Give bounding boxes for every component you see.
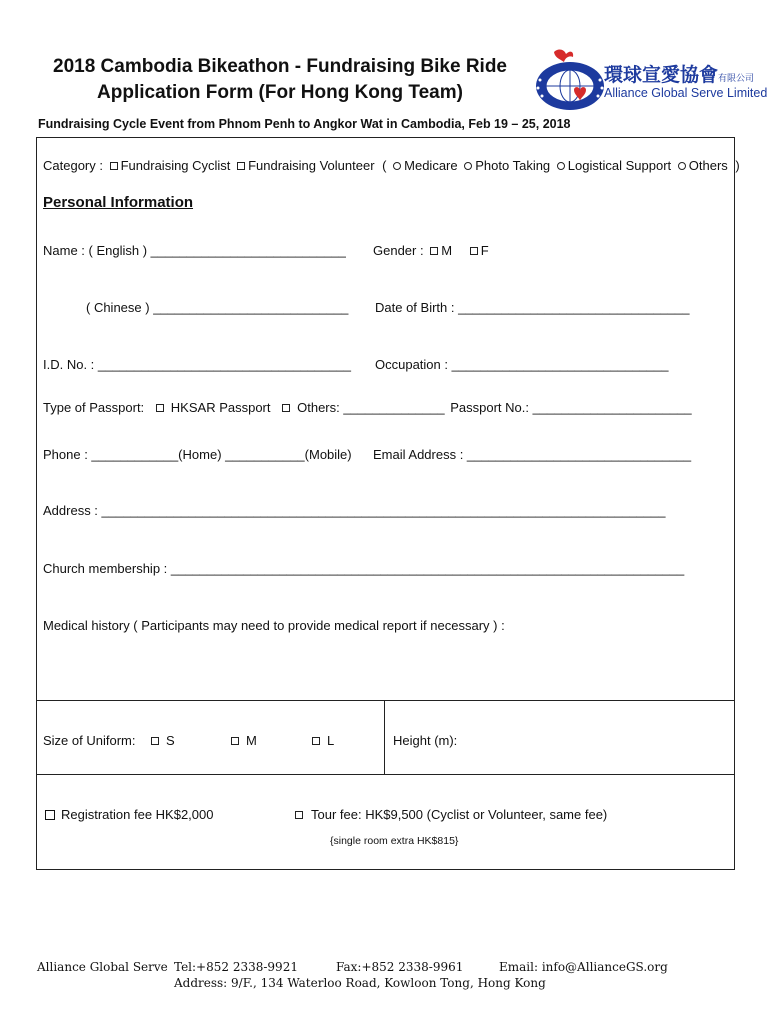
footer-address: Address: 9/F., 134 Waterloo Road, Kowloon Tong, Hong Kong	[174, 976, 546, 990]
checkbox-tour-fee[interactable]	[295, 811, 303, 819]
uniform-size-s	[148, 733, 175, 748]
organization-logo	[528, 46, 768, 114]
medical-history-area[interactable]	[43, 640, 723, 695]
registration-fee-row	[45, 807, 213, 822]
divider-fees-top	[36, 774, 735, 775]
footer-tel: Tel:+852 2338-9921	[174, 960, 298, 974]
option-logistics-label: Logistical Support	[567, 158, 672, 173]
option-medicare-label: Medicare	[404, 158, 458, 173]
radio-logistical-support[interactable]	[557, 162, 565, 170]
checkbox-gender-f[interactable]	[470, 247, 478, 255]
uniform-size-label: Size of Uniform:	[43, 733, 136, 748]
paren-open: (	[382, 158, 387, 173]
name-chinese-field[interactable]: ( Chinese ) ___________________________	[86, 300, 349, 315]
phone-field[interactable]: Phone : ____________(Home) ___________(Mobile)	[43, 447, 352, 462]
checkbox-volunteer[interactable]	[237, 162, 245, 170]
option-others-label: Others	[688, 158, 728, 173]
logo-english-name: Alliance Global Serve Limited	[604, 86, 768, 100]
passport-hksar-label: HKSAR Passport	[170, 400, 271, 415]
footer-fax: Fax:+852 2338-9961	[336, 960, 464, 974]
passport-row	[43, 400, 692, 415]
email-field[interactable]: Email Address : _______________________________	[373, 447, 692, 462]
size-s-label: S	[166, 733, 175, 748]
radio-others[interactable]	[678, 162, 686, 170]
checkbox-other-passport[interactable]	[282, 404, 290, 412]
option-photo-label: Photo Taking	[475, 158, 551, 173]
radio-photo-taking[interactable]	[464, 162, 472, 170]
tour-fee-row	[292, 807, 607, 822]
passport-number-field[interactable]: Passport No.: ______________________	[450, 400, 692, 415]
occupation-field[interactable]: Occupation : ______________________________	[375, 357, 669, 372]
category-label: Category :	[43, 158, 103, 173]
gender-f-label: F	[480, 243, 489, 258]
checkbox-size-l[interactable]	[312, 737, 320, 745]
gender-m-label: M	[441, 243, 453, 258]
church-membership-field[interactable]: Church membership : _______________________________________________________________________	[43, 561, 685, 576]
checkbox-size-m[interactable]	[231, 737, 239, 745]
logo-chinese-suffix: 有限公司	[718, 73, 755, 83]
form-title	[20, 54, 540, 106]
checkbox-size-s[interactable]	[151, 737, 159, 745]
event-subtitle: Fundraising Cycle Event from Phnom Penh to Angkor Wat in Cambodia, Feb 19 – 25, 2018	[38, 117, 571, 131]
checkbox-registration-fee[interactable]	[45, 810, 55, 820]
category-cyclist-label: Fundraising Cyclist	[120, 158, 231, 173]
category-volunteer-label: Fundraising Volunteer	[248, 158, 375, 173]
divider-uniform-top	[36, 700, 735, 701]
date-of-birth-field[interactable]: Date of Birth : ________________________________	[375, 300, 690, 315]
checkbox-hksar-passport[interactable]	[156, 404, 164, 412]
gender-row	[373, 243, 489, 258]
passport-type-label: Type of Passport:	[43, 400, 145, 415]
logo-chinese-text: 環球宣愛協會	[604, 65, 719, 86]
title-line-1: 2018 Cambodia Bikeathon - Fundraising Bike Ride	[53, 56, 507, 77]
id-number-field[interactable]: I.D. No. : ___________________________________	[43, 357, 351, 372]
radio-medicare[interactable]	[393, 162, 401, 170]
registration-fee-label: Registration fee HK$2,000	[61, 807, 214, 822]
medical-history-label: Medical history ( Participants may need to provide medical report if necessary ) :	[43, 618, 505, 633]
name-english-field[interactable]: Name : ( English ) ___________________________	[43, 243, 346, 258]
size-m-label: M	[246, 733, 257, 748]
size-l-label: L	[327, 733, 335, 748]
title-line-2: Application Form (For Hong Kong Team)	[97, 82, 463, 103]
uniform-size-l	[309, 733, 334, 748]
footer-email[interactable]: Email: info@AllianceGS.org	[499, 960, 668, 974]
section-heading-personal: Personal Information	[43, 194, 194, 211]
divider-uniform-height	[384, 700, 385, 775]
single-room-note: {single room extra HK$815}	[330, 835, 459, 847]
footer-org: Alliance Global Serve	[37, 960, 168, 974]
gender-label: Gender :	[373, 243, 424, 258]
address-field[interactable]: Address : ______________________________________________________________________________	[43, 503, 666, 518]
checkbox-cyclist[interactable]	[110, 162, 118, 170]
tour-fee-label: Tour fee: HK$9,500 (Cyclist or Volunteer, same fee)	[311, 807, 608, 822]
height-field[interactable]: Height (m):	[393, 733, 458, 748]
paren-close: )	[735, 158, 740, 173]
logo-chinese-name	[604, 60, 754, 87]
checkbox-gender-m[interactable]	[430, 247, 438, 255]
uniform-size-m	[228, 733, 257, 748]
passport-others-field[interactable]: Others: ______________	[297, 400, 445, 415]
globe-icon	[528, 46, 608, 114]
category-row	[43, 158, 740, 173]
